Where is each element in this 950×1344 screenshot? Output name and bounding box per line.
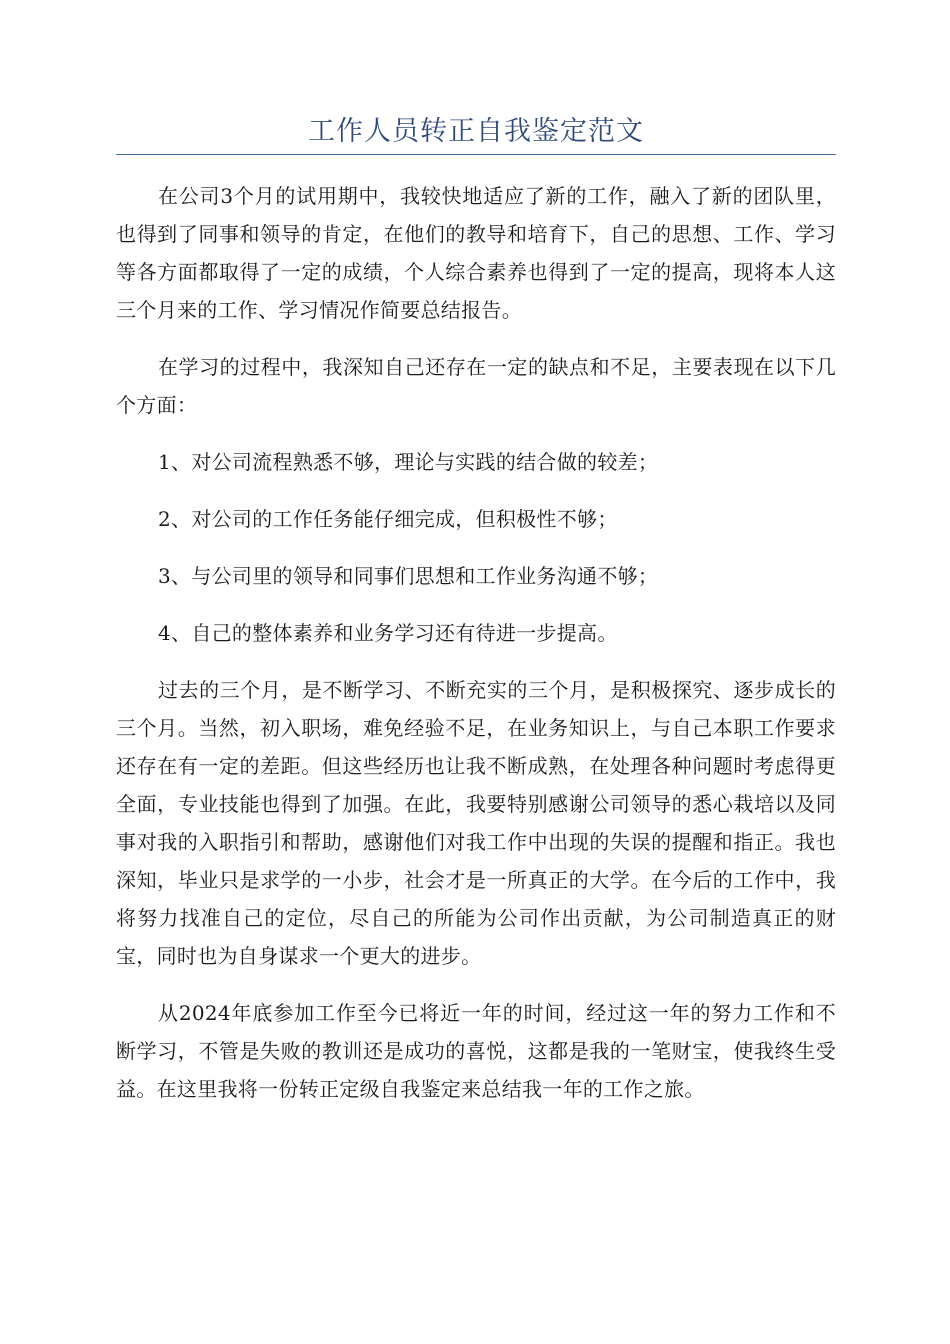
document-page: [116, 112, 836, 1127]
list-item: 1、对公司流程熟悉不够，理论与实践的结合做的较差；: [158, 450, 659, 474]
paragraph-reflection: 过去的三个月，是不断学习、不断充实的三个月，是积极探究、逐步成长的三个月。当然，初入职场，难免经验不足，在业务知识上，与自己本职工作要求还存在有一定的差距。但这些经历也让我不断成熟，在处理各种问题时考虑得更全面，专业技能也得到了加强。在此，我要特别感谢公司领导的悉心栽培以及同事对我的入职指引和帮助，感谢他们对我工作中出现的失误的提醒和指正。我也深知，毕业只是求学的一小步，社会才是一所真正的大学。在今后的工作中，我将努力找准自己的定位，尽自己的所能为公司作出贡献，为公司制造真正的财宝，同时也为自身谋求一个更大的进步。: [116, 678, 836, 968]
list-item: 3、与公司里的领导和同事们思想和工作业务沟通不够；: [158, 564, 659, 588]
list-item: 4、自己的整体素养和业务学习还有待进一步提高。: [158, 621, 618, 645]
paragraph-intro: 在公司3个月的试用期中，我较快地适应了新的工作，融入了新的团队里，也得到了同事和领导的肯定，在他们的教导和培育下，自己的思想、工作、学习等各方面都取得了一定的成绩，个人综合素养也得到了一定的提高，现将本人这三个月来的工作、学习情况作简要总结报告。: [116, 184, 836, 322]
document-title: 工作人员转正自我鉴定范文: [308, 116, 644, 147]
paragraph-shortcomings: 在学习的过程中，我深知自己还存在一定的缺点和不足，主要表现在以下几个方面：: [116, 355, 836, 417]
title-underline: [116, 154, 836, 155]
list-item: 2、对公司的工作任务能仔细完成，但积极性不够；: [158, 507, 618, 531]
paragraph-summary: 从2024年底参加工作至今已将近一年的时间，经过这一年的努力工作和不断学习，不管是失败的教训还是成功的喜悦，这都是我的一笔财宝，使我终生受益。在这里我将一份转正定级自我鉴定来总结我一年的工作之旅。: [116, 1001, 836, 1101]
